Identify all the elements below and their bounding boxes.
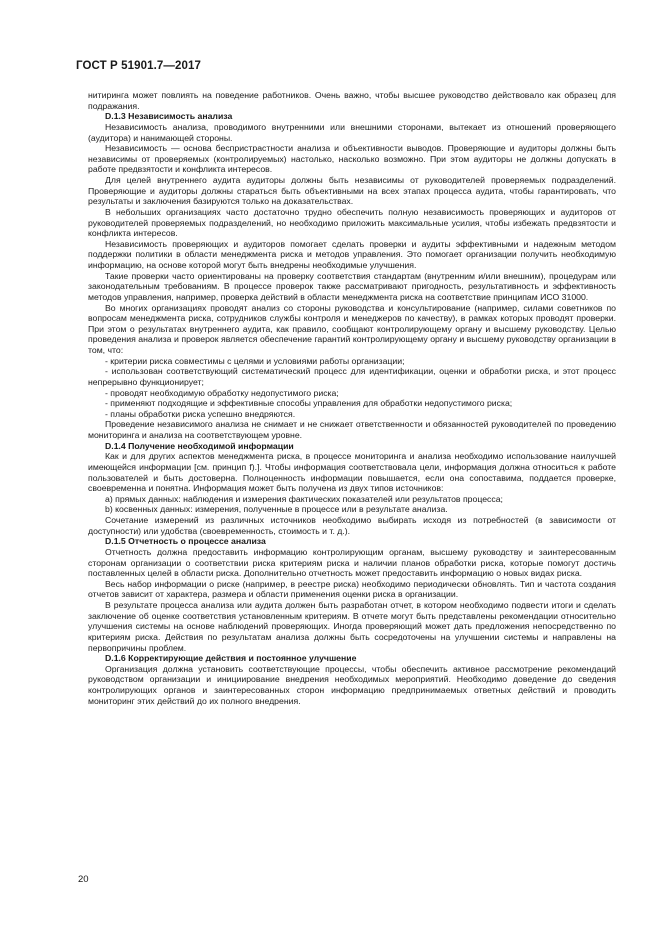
paragraph: нитиринга может повлиять на поведение работников. Очень важно, чтобы высшее руководство действовало как образец для подражания.: [88, 90, 616, 111]
section-heading: D.1.6 Корректирующие действия и постоянное улучшение: [105, 653, 357, 664]
document-body: [88, 90, 616, 706]
paragraph: Независимость анализа, проводимого внутренними или внешними сторонами, вытекает из отношений проверяющего (аудитора) и нанимающей стороны.: [88, 121, 616, 143]
paragraph: Независимость проверяющих и аудиторов помогает сделать проверки и аудиты эффективными и надежным методом поддержки политики в области менеджмента риска и методов управления. Это помогает организации получить необходимую информацию, на основе которой могут быть внедрены необходимые улучшения.: [88, 238, 616, 270]
paragraph: Независимость — основа беспристрастности анализа и объективности выводов. Проверяющие и аудиторы должны быть независимы от проверяемых (контролируемых) настолько, насколько возможно. При этом аудиторы не должны допускать в работе предвзятости и конфликта интересов.: [88, 143, 616, 175]
paragraph: Весь набор информации о риске (например, в реестре риска) необходимо периодически обновлять. Тип и частота создания отчетов зависит от характера, размера и области применения оценки риска в организации.: [88, 578, 616, 600]
paragraph: - использован соответствующий систематический процесс для идентификации, оценки и обработки риска, и этот процесс непрерывно функционирует;: [88, 366, 616, 387]
section-heading: D.1.4 Получение необходимой информации: [105, 440, 294, 451]
paragraph: Проведение независимого анализа не снимает и не снижает ответственности и обязанностей руководителей по проведению мониторинга и анализа на соответствующем уровне.: [88, 419, 616, 440]
paragraph: В небольших организациях часто достаточно трудно обеспечить полную независимость проверяющих и аудиторов от руководителей проверяемых подразделений, но необходимо приложить максимальные усилия, чтобы избежать предвзятости и конфликта интересов.: [88, 206, 616, 239]
paragraph: - критерии риска совместимы с целями и условиями работы организации;: [105, 355, 405, 366]
paragraph: Сочетание измерений из различных источников необходимо выбирать исходя из потребностей (в зависимости от доступности) или удобства (своевременность, стоимость и т. д.).: [88, 515, 616, 536]
paragraph: Отчетность должна предоставить информацию контролирующим органам, высшему руководству и заинтересованным сторонам организации о соответствии риска критериям риска и наличии планов обработки риска, которые помогут достичь поставленных целей в области риска. Дополнительно отчетность может предоставить информацию о новых видах риска.: [88, 546, 616, 579]
paragraph: Организация должна установить соответствующие процессы, чтобы обеспечить активное рассмотрение рекомендаций руководством организации и инициирование внедрения необходимых мероприятий. Необходимо доведение до сведения контролирующих органов и заинтересованных сторон информацию предпринимаемых ответных действий и проводить мониторинг этих действий до их полного внедрения.: [88, 663, 616, 706]
paragraph: - планы обработки риска успешно внедряются.: [105, 408, 296, 419]
page-number: 20: [78, 874, 89, 885]
page-header: ГОСТ Р 51901.7—2017: [76, 60, 201, 72]
section-heading: D.1.3 Независимость анализа: [105, 111, 233, 122]
paragraph: Во многих организациях проводят анализ со стороны руководства и консультирование (например, силами советников по вопросам менеджмента риска, сотрудников службы контроля и менеджеров по качеству), в рамках которых проводят проверки. При этом о результатах внутреннего аудита, как правило, сообщают контролирующему органу и высшему руководству. Целью проведения анализа и проверок является обеспечение гарантий контролирующему органу и высшему руководству организации в том, что:: [88, 302, 616, 355]
section-heading: D.1.5 Отчетность о процессе анализа: [105, 536, 266, 547]
paragraph: - проводят необходимую обработку недопустимого риска;: [105, 387, 339, 398]
paragraph: Как и для других аспектов менеджмента риска, в процессе мониторинга и анализа необходимо использование наилучшей имеющейся информации [см. принцип f).]. Чтобы информация соответствовала цели, информация должна относиться к работе пользователей и быть достоверна. Полноценность информации повышается, если она сопоставима, поддается проверке, своевременна и понятна. Информация может быть получена из двух типов источников:: [88, 451, 616, 494]
paragraph: - применяют подходящие и эффективные способы управления для обработки недопустимого риска;: [105, 398, 513, 409]
paragraph: Для целей внутреннего аудита аудиторы должны быть независимы от руководителей проверяемых подразделений. Проверяющие и аудиторы должны стараться быть объективными на всех этапах процесса аудита, чтобы гарантировать, что результаты и заключения базируются только на доказательствах.: [88, 175, 616, 207]
paragraph: b) косвенных данных: измерения, полученные в процессе или в результате анализа.: [105, 504, 448, 515]
paragraph: а) прямых данных: наблюдения и измерения фактических показателей или результатов процесса;: [105, 493, 503, 504]
paragraph: В результате процесса анализа или аудита должен быть разработан отчет, в котором необходимо подвести итоги и сделать заключение об оценке соответствия установленным критериям. В отчете могут быть представлены рекомендации относительно улучшения системы на основе наблюдений проверяющих. Иногда проверяющий может дать предложения непосредственно по критериям риска. Действия по результатам анализа должны быть сосредоточены на улучшении системы и направлены на первопричины проблем.: [88, 600, 616, 653]
paragraph: Такие проверки часто ориентированы на проверку соответствия стандартам (внутренним и/или внешним), процедурам или законодательным требованиям. В процессе проверок также рассматривают пригодность, результативность и эффективность методов управления, например, проверка действий в области менеджмента риска на соответствие принципам ИСО 31000.: [88, 270, 616, 302]
